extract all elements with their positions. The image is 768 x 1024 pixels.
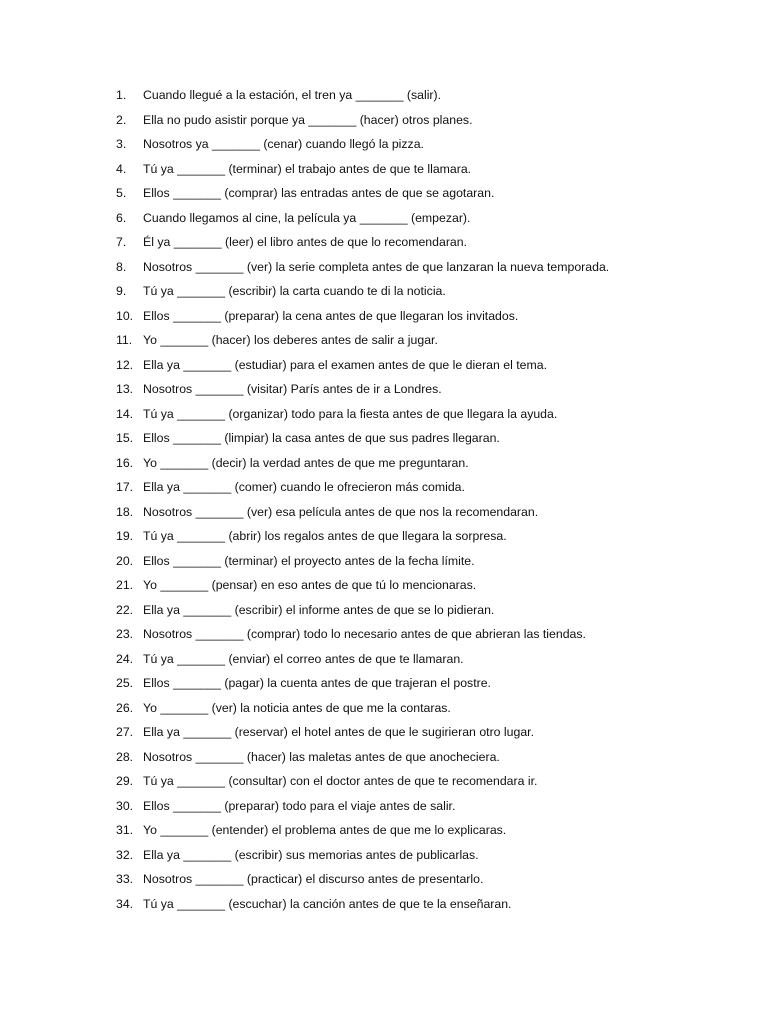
item-number: 30. xyxy=(116,798,134,813)
item-text: Yo _______ (ver) la noticia antes de que me la contaras. xyxy=(143,700,451,715)
item-number: 8. xyxy=(116,259,127,274)
list-item xyxy=(96,160,716,185)
item-number: 32. xyxy=(116,847,134,862)
item-number: 31. xyxy=(116,823,134,837)
list-item xyxy=(96,86,716,111)
item-number: 22. xyxy=(116,602,134,617)
item-number: 3. xyxy=(116,137,127,151)
item-text: Tú ya _______ (escuchar) la canción antes de que te la enseñaran. xyxy=(143,896,512,911)
item-text: Nosotros _______ (ver) esa película antes de que nos la recomendaran. xyxy=(143,504,539,519)
list-item xyxy=(96,380,716,405)
item-number: 5. xyxy=(116,186,127,200)
list-item xyxy=(96,650,716,675)
list-item xyxy=(96,748,716,773)
list-item xyxy=(96,478,716,503)
item-number: 18. xyxy=(116,504,134,519)
item-text: Tú ya _______ (enviar) el correo antes de que te llamaran. xyxy=(143,651,464,666)
item-number: 7. xyxy=(116,235,127,249)
list-item xyxy=(96,527,716,552)
item-number: 17. xyxy=(116,480,134,494)
item-text: Nosotros _______ (ver) la serie completa antes de que lanzaran la nueva temporada. xyxy=(143,259,610,274)
item-number: 2. xyxy=(116,112,127,127)
list-item xyxy=(96,356,716,381)
item-text: Ella no pudo asistir porque ya _______ (hacer) otros planes. xyxy=(143,112,473,127)
list-item xyxy=(96,331,716,356)
item-number: 28. xyxy=(116,749,134,764)
list-item xyxy=(96,895,716,920)
list-item xyxy=(96,209,716,234)
item-text: Tú ya _______ (escribir) la carta cuando te di la noticia. xyxy=(143,284,446,298)
list-item xyxy=(96,723,716,748)
item-number: 27. xyxy=(116,725,134,739)
item-text: Ella ya _______ (reservar) el hotel antes de que le sugirieran otro lugar. xyxy=(143,725,535,739)
item-text: Nosotros ya _______ (cenar) cuando llegó la pizza. xyxy=(143,137,424,151)
item-number: 4. xyxy=(116,161,127,176)
item-text: Cuando llegamos al cine, la película ya _______ (empezar). xyxy=(143,210,471,225)
item-number: 34. xyxy=(116,896,134,911)
list-item xyxy=(96,258,716,283)
list-item xyxy=(96,699,716,724)
list-item xyxy=(96,429,716,454)
list-item xyxy=(96,870,716,895)
item-text: Cuando llegué a la estación, el tren ya _______ (salir). xyxy=(143,88,442,102)
item-number: 29. xyxy=(116,774,134,788)
list-item xyxy=(96,601,716,626)
item-number: 9. xyxy=(116,284,127,298)
list-item xyxy=(96,503,716,528)
item-number: 6. xyxy=(116,210,127,225)
list-item xyxy=(96,797,716,822)
item-text: Él ya _______ (leer) el libro antes de que lo recomendaran. xyxy=(143,235,468,249)
list-item xyxy=(96,135,716,160)
item-text: Nosotros _______ (visitar) París antes de ir a Londres. xyxy=(143,382,442,396)
item-number: 20. xyxy=(116,553,134,568)
item-text: Ella ya _______ (escribir) sus memorias antes de publicarlas. xyxy=(143,847,479,862)
item-text: Ellos _______ (preparar) la cena antes de que llegaran los invitados. xyxy=(143,308,519,323)
item-text: Ellos _______ (pagar) la cuenta antes de que trajeran el postre. xyxy=(143,676,491,690)
item-text: Nosotros _______ (practicar) el discurso antes de presentarlo. xyxy=(143,872,484,886)
item-number: 33. xyxy=(116,872,134,886)
item-number: 15. xyxy=(116,431,134,445)
item-number: 24. xyxy=(116,651,134,666)
item-text: Tú ya _______ (consultar) con el doctor antes de que te recomendara ir. xyxy=(143,774,538,788)
item-text: Ella ya _______ (estudiar) para el examen antes de que le dieran el tema. xyxy=(143,357,548,372)
item-text: Yo _______ (hacer) los deberes antes de salir a jugar. xyxy=(143,333,438,347)
item-number: 16. xyxy=(116,455,134,470)
list-item xyxy=(96,552,716,577)
item-number: 13. xyxy=(116,382,134,396)
item-text: Ella ya _______ (comer) cuando le ofrecieron más comida. xyxy=(143,480,465,494)
item-text: Ellos _______ (comprar) las entradas antes de que se agotaran. xyxy=(143,186,495,200)
item-number: 23. xyxy=(116,627,134,641)
item-text: Tú ya _______ (organizar) todo para la fiesta antes de que llegara la ayuda. xyxy=(143,406,558,421)
item-number: 11. xyxy=(116,333,133,347)
item-text: Ellos _______ (terminar) el proyecto antes de la fecha límite. xyxy=(143,553,475,568)
item-text: Tú ya _______ (terminar) el trabajo antes de que te llamara. xyxy=(143,161,472,176)
item-text: Nosotros _______ (comprar) todo lo necesario antes de que abrieran las tiendas. xyxy=(143,627,586,641)
item-number: 1. xyxy=(116,88,127,102)
item-text: Yo _______ (pensar) en eso antes de que tú lo mencionaras. xyxy=(143,578,477,592)
item-text: Ella ya _______ (escribir) el informe antes de que se lo pidieran. xyxy=(143,602,495,617)
item-text: Nosotros _______ (hacer) las maletas antes de que anocheciera. xyxy=(143,749,500,764)
list-item xyxy=(96,233,716,258)
item-text: Yo _______ (entender) el problema antes de que me lo explicaras. xyxy=(143,823,507,837)
item-number: 21. xyxy=(116,578,134,592)
item-number: 12. xyxy=(116,357,134,372)
item-text: Tú ya _______ (abrir) los regalos antes de que llegara la sorpresa. xyxy=(143,529,507,543)
list-item xyxy=(96,307,716,332)
list-item xyxy=(96,111,716,136)
list-item xyxy=(96,184,716,209)
list-item xyxy=(96,846,716,871)
item-number: 25. xyxy=(116,676,134,690)
item-number: 10. xyxy=(116,308,134,323)
item-number: 14. xyxy=(116,406,134,421)
item-number: 19. xyxy=(116,529,134,543)
exercise-list xyxy=(96,86,716,919)
list-item xyxy=(96,454,716,479)
list-item xyxy=(96,821,716,846)
list-item xyxy=(96,576,716,601)
list-item xyxy=(96,674,716,699)
item-text: Ellos _______ (preparar) todo para el viaje antes de salir. xyxy=(143,798,456,813)
item-text: Ellos _______ (limpiar) la casa antes de que sus padres llegaran. xyxy=(143,431,500,445)
item-number: 26. xyxy=(116,700,134,715)
list-item xyxy=(96,405,716,430)
item-text: Yo _______ (decir) la verdad antes de que me preguntaran. xyxy=(143,455,469,470)
list-item xyxy=(96,772,716,797)
list-item xyxy=(96,625,716,650)
list-item xyxy=(96,282,716,307)
